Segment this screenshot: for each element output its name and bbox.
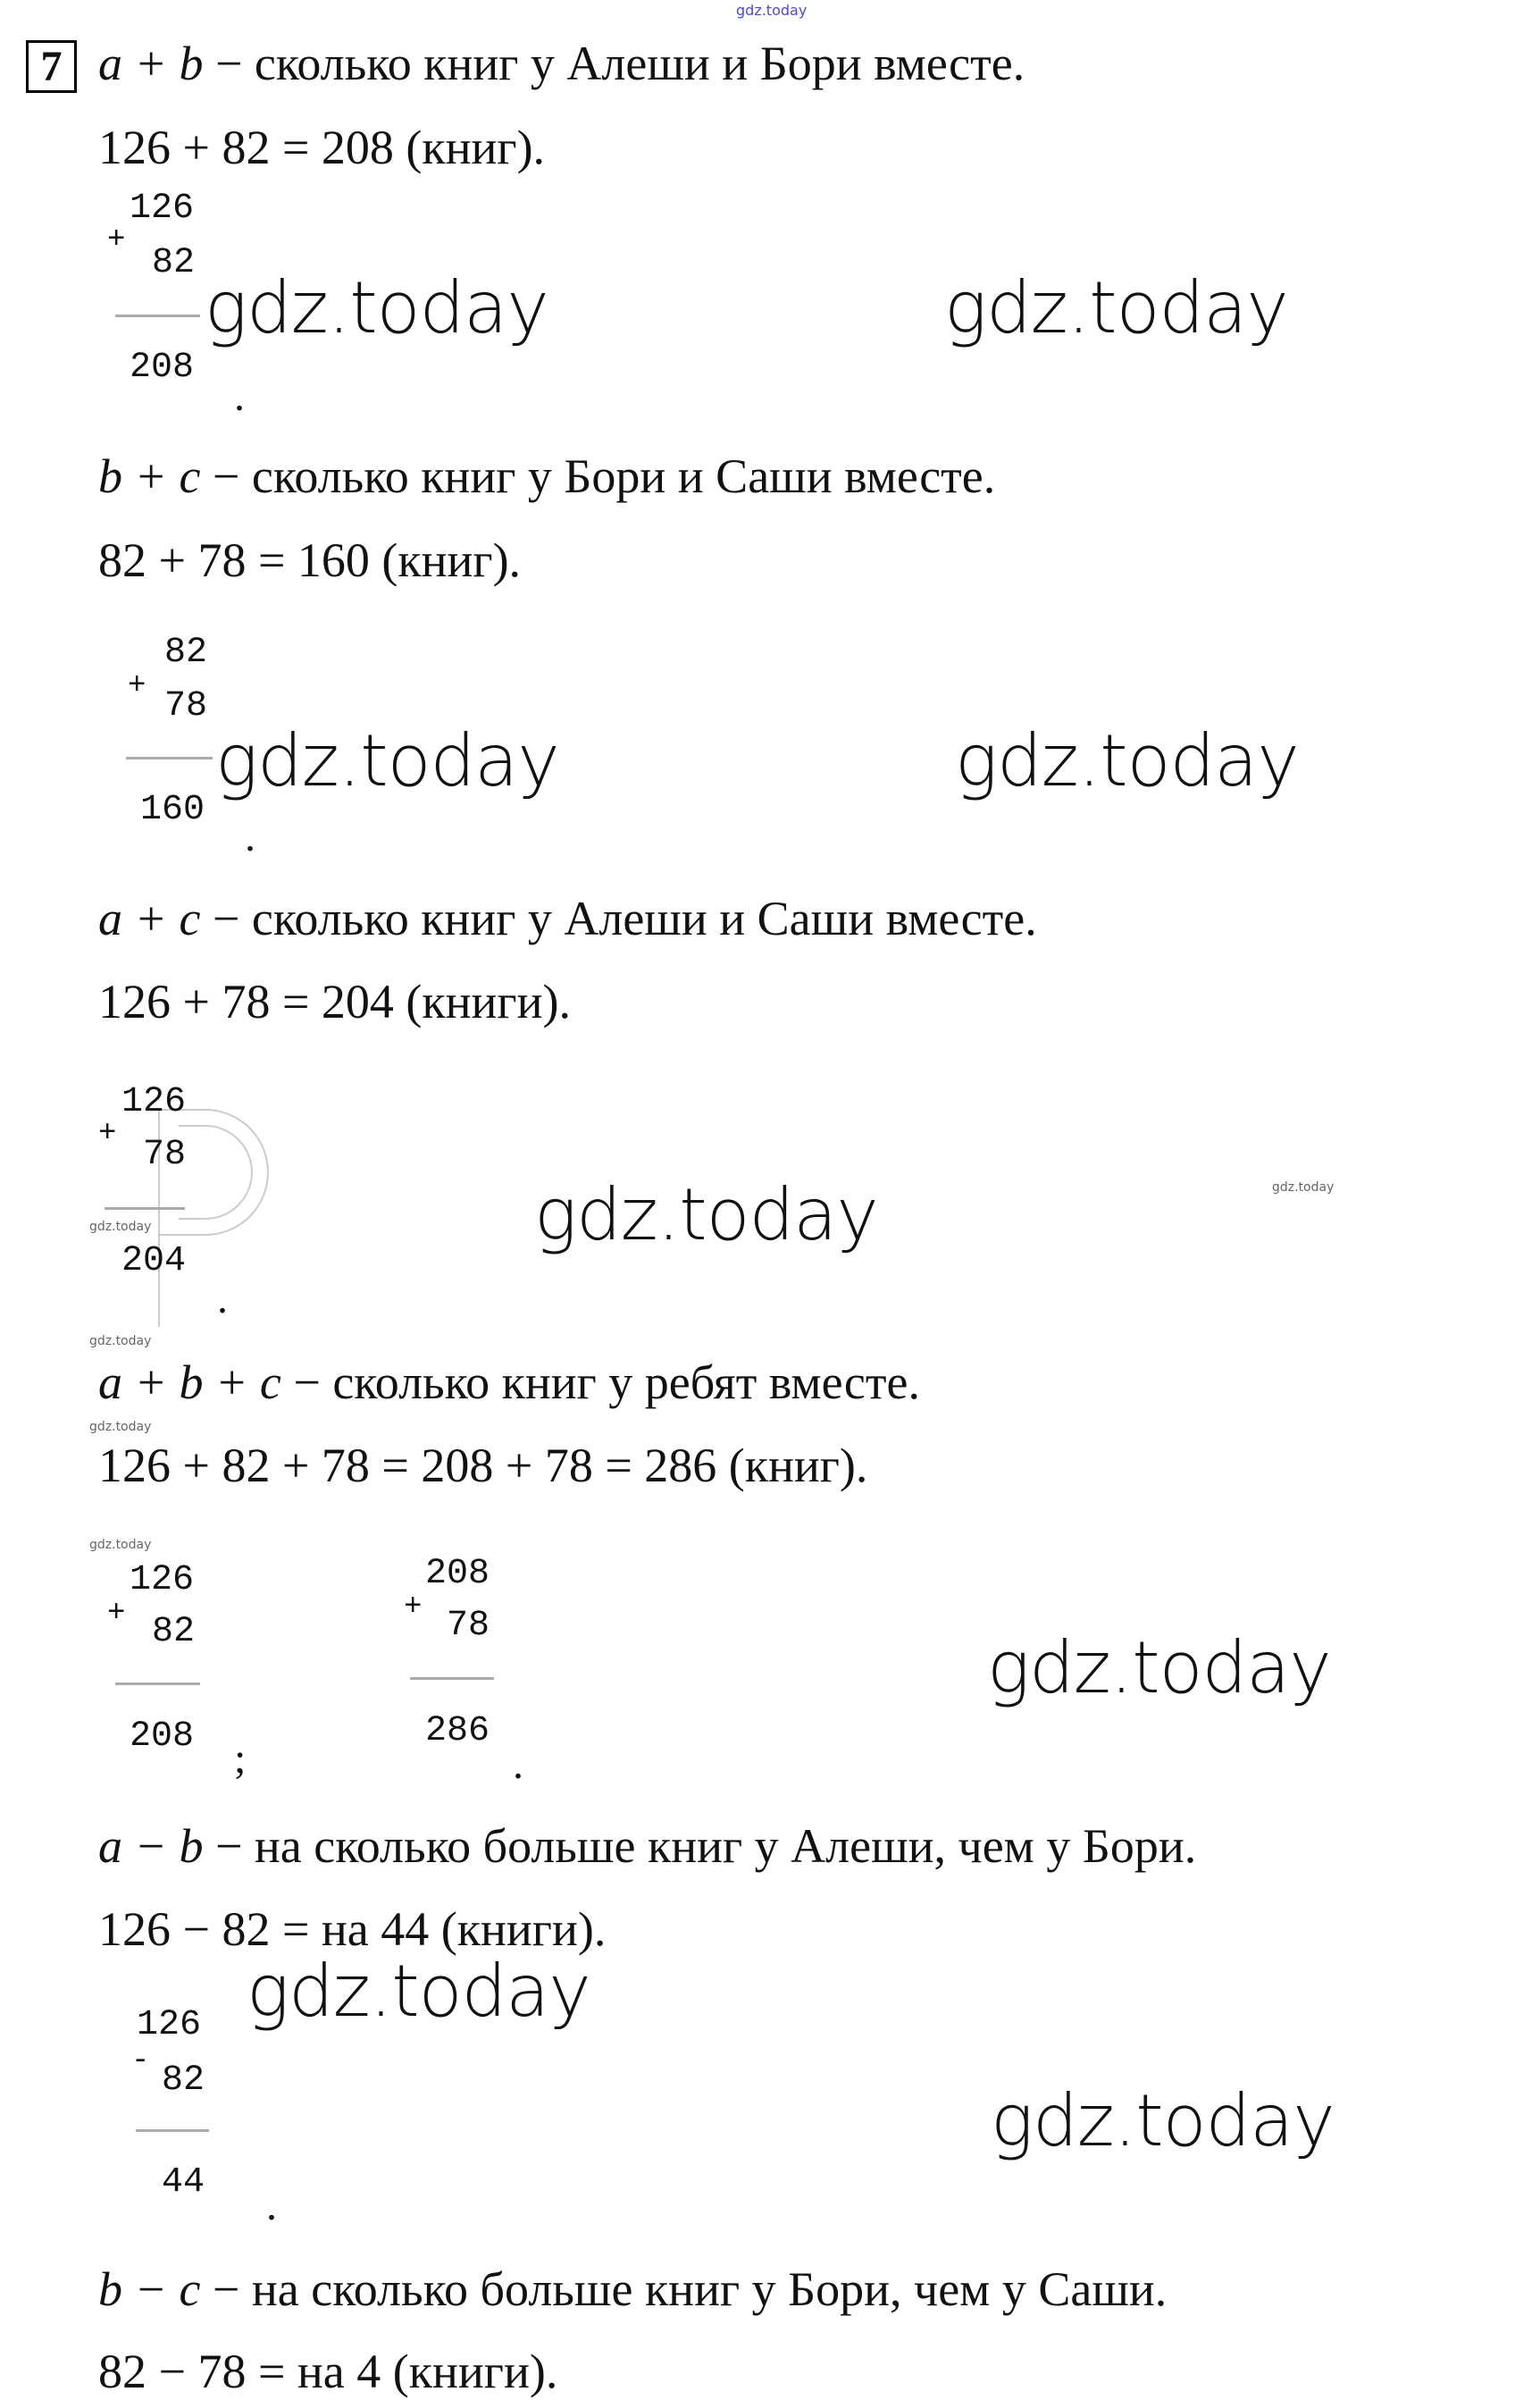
expression: a + b + c [98, 1355, 281, 1409]
column-operator: + [128, 669, 146, 703]
description: − сколько книг у ребят вместе. [280, 1355, 920, 1409]
small-watermark: gdz.today [89, 1334, 152, 1348]
watermark: gdz.today [247, 1950, 590, 2033]
column-top: 126 [121, 1082, 187, 1122]
section-4-heading [98, 1355, 920, 1409]
column-top: 126 [130, 189, 195, 229]
description: − на сколько больше книг у Алеши, чем у Бори. [203, 1819, 1197, 1873]
column-result: 208 [130, 348, 195, 388]
column2-end: . [513, 1741, 523, 1788]
column-operator: + [98, 1117, 117, 1151]
column2-bottom: 78 [447, 1606, 490, 1646]
column-top: 82 [164, 633, 208, 673]
small-watermark: gdz.today [89, 1420, 152, 1434]
section-5-heading [98, 1819, 1197, 1873]
column-bottom: 82 [162, 2060, 205, 2101]
small-watermark: gdz.today [89, 1220, 152, 1234]
task-number-box: 7 [26, 40, 77, 93]
column-bottom: 82 [152, 243, 196, 283]
column-line [115, 315, 200, 317]
section-2-heading [98, 449, 996, 503]
description: − сколько книг у Бори и Саши вместе. [200, 449, 996, 503]
expression: a + c [98, 892, 201, 945]
watermark: gdz.today [215, 719, 559, 802]
column-bottom: 78 [143, 1135, 187, 1175]
section-6-heading [98, 2262, 1168, 2316]
column-end: . [217, 1275, 228, 1322]
watermark: gdz.today [991, 2079, 1335, 2162]
column2-operator: + [404, 1590, 423, 1624]
section-6-equation: 82 − 78 = на 4 (книги). [98, 2345, 558, 2398]
watermark: gdz.today [534, 1173, 878, 1256]
column2-result: 286 [425, 1711, 490, 1751]
watermark: gdz.today [205, 266, 548, 349]
column-operator: - [131, 2044, 150, 2078]
section-3-equation: 126 + 78 = 204 (книги). [98, 975, 571, 1028]
description: − на сколько больше книг у Бори, чем у Саши. [200, 2262, 1168, 2316]
column2-line [410, 1677, 494, 1680]
expression: b + c [98, 449, 201, 503]
column-line [115, 1683, 200, 1685]
column-top: 126 [137, 2005, 202, 2045]
column-result: 160 [140, 790, 205, 830]
column-line [136, 2129, 209, 2132]
small-watermark: gdz.today [89, 1538, 152, 1552]
column-line [126, 757, 213, 759]
column-end: ; [234, 1735, 247, 1783]
column-result: 208 [130, 1716, 195, 1757]
column-operator: + [107, 223, 126, 257]
section-5-equation: 126 − 82 = на 44 (книги). [98, 1902, 607, 1956]
column-bottom: 78 [164, 686, 208, 726]
column-bottom: 82 [152, 1612, 196, 1652]
expression: a − b [98, 1819, 204, 1873]
column-result: 44 [162, 2162, 205, 2203]
column-end: . [245, 813, 255, 860]
column-operator: + [107, 1597, 126, 1631]
description: − сколько книг у Алеши и Саши вместе. [200, 892, 1037, 945]
watermark: gdz.today [987, 1626, 1331, 1709]
column-end: . [266, 2182, 277, 2229]
section-4-equation: 126 + 82 + 78 = 208 + 78 = 286 (книг). [98, 1439, 868, 1492]
column-result: 204 [121, 1241, 187, 1281]
section-3-heading [98, 894, 1037, 943]
column-line [105, 1207, 185, 1210]
expression: a + b [98, 37, 204, 90]
section-2-equation: 82 + 78 = 160 (книг). [98, 533, 522, 587]
header-watermark: gdz.today [736, 2, 808, 19]
watermark: gdz.today [944, 266, 1288, 349]
column2-top: 208 [425, 1554, 490, 1594]
watermark: gdz.today [955, 719, 1299, 802]
column-top: 126 [130, 1560, 195, 1600]
description: − сколько книг у Алеши и Бори вместе. [203, 37, 1025, 90]
section-1-heading [98, 39, 1025, 88]
section-1-equation: 126 + 82 = 208 (книг). [98, 121, 546, 174]
expression: b − c [98, 2262, 201, 2316]
column-end: . [234, 373, 245, 420]
small-watermark: gdz.today [1272, 1180, 1335, 1195]
